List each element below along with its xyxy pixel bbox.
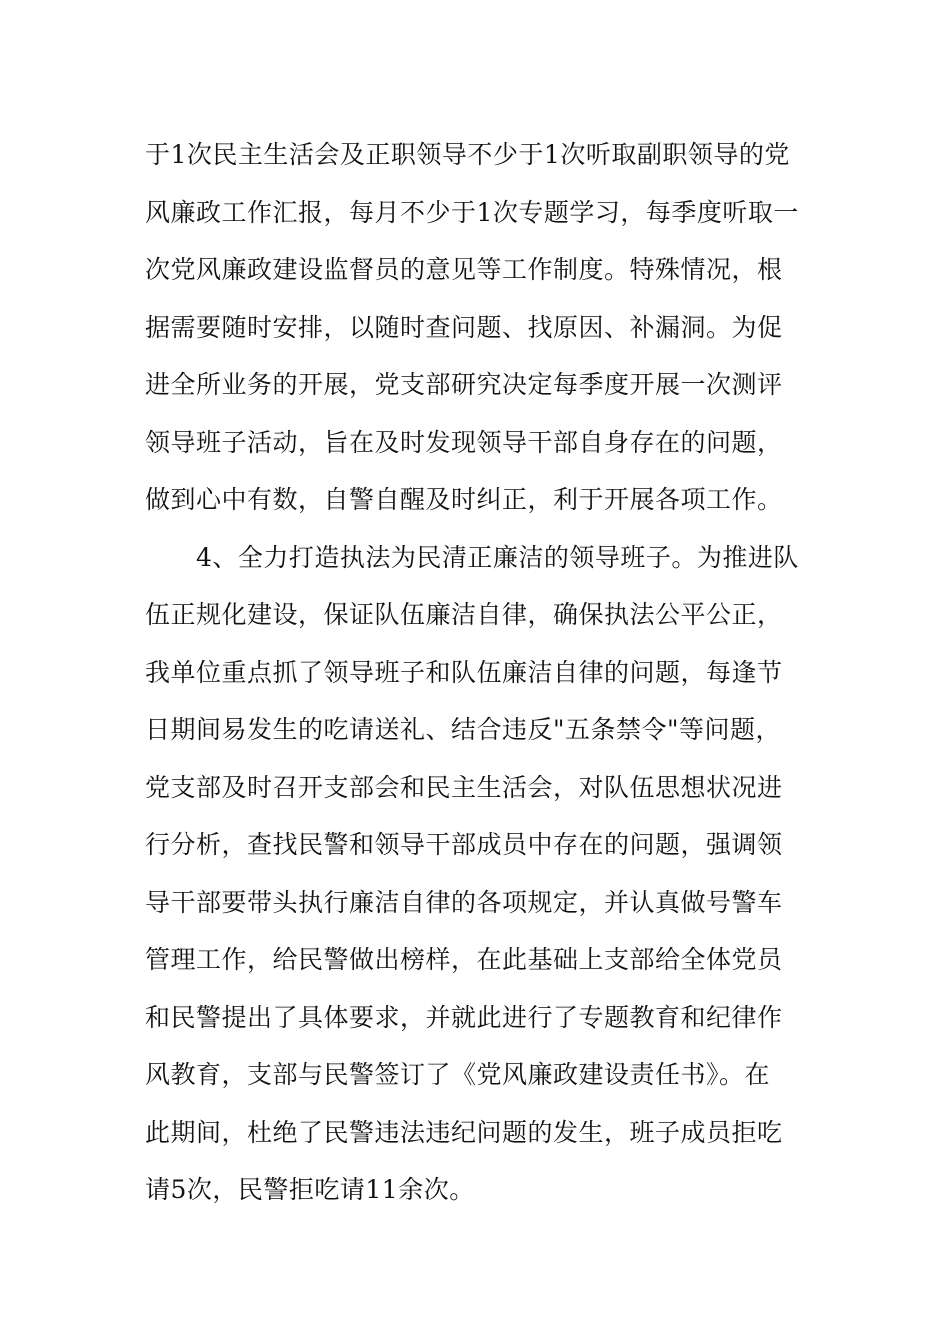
text-line: 进全所业务的开展，党支部研究决定每季度开展一次测评 — [145, 370, 783, 399]
text-line: 我单位重点抓了领导班子和队伍廉洁自律的问题，每逢节 — [145, 657, 783, 687]
text-line: 次党风廉政建设监督员的意见等工作制度。特殊情况，根 — [145, 255, 783, 284]
text-line: 于1次民主生活会及正职领导不少于1次听取副职领导的党 — [145, 140, 790, 169]
text-line: 管理工作，给民警做出榜样，在此基础上支部给全体党员 — [145, 945, 783, 974]
text-line: 此期间，杜绝了民警违法违纪问题的发生，班子成员拒吃 — [145, 1117, 783, 1147]
text-line: 伍正规化建设，保证队伍廉洁自律，确保执法公平公正， — [145, 600, 783, 629]
text-line: 请5次，民警拒吃请11余次。 — [145, 1175, 475, 1204]
text-line: 日期间易发生的吃请送礼、结合违反"五条禁令"等问题， — [145, 715, 782, 744]
text-line: 导干部要带头执行廉洁自律的各项规定，并认真做号警车 — [145, 887, 783, 917]
text-line: 风教育，支部与民警签订了《党风廉政建设责任书》。在 — [145, 1060, 771, 1089]
text-line: 领导班子活动，旨在及时发现领导干部自身存在的问题， — [145, 427, 783, 457]
text-line: 做到心中有数，自警自醒及时纠正，利于开展各项工作。 — [145, 485, 783, 514]
text-line: 风廉政工作汇报，每月不少于1次专题学习，每季度听取一 — [145, 197, 799, 227]
paragraph-start-line: 4、全力打造执法为民清正廉洁的领导班子。为推进队 — [145, 542, 799, 572]
body-text — [145, 126, 810, 1219]
text-line: 党支部及时召开支部会和民主生活会，对队伍思想状况进 — [145, 772, 783, 802]
text-line: 据需要随时安排，以随时查问题、找原因、补漏洞。为促 — [145, 312, 783, 342]
text-line: 行分析，查找民警和领导干部成员中存在的问题，强调领 — [145, 830, 783, 859]
text-line: 和民警提出了具体要求，并就此进行了专题教育和纪律作 — [145, 1002, 783, 1032]
